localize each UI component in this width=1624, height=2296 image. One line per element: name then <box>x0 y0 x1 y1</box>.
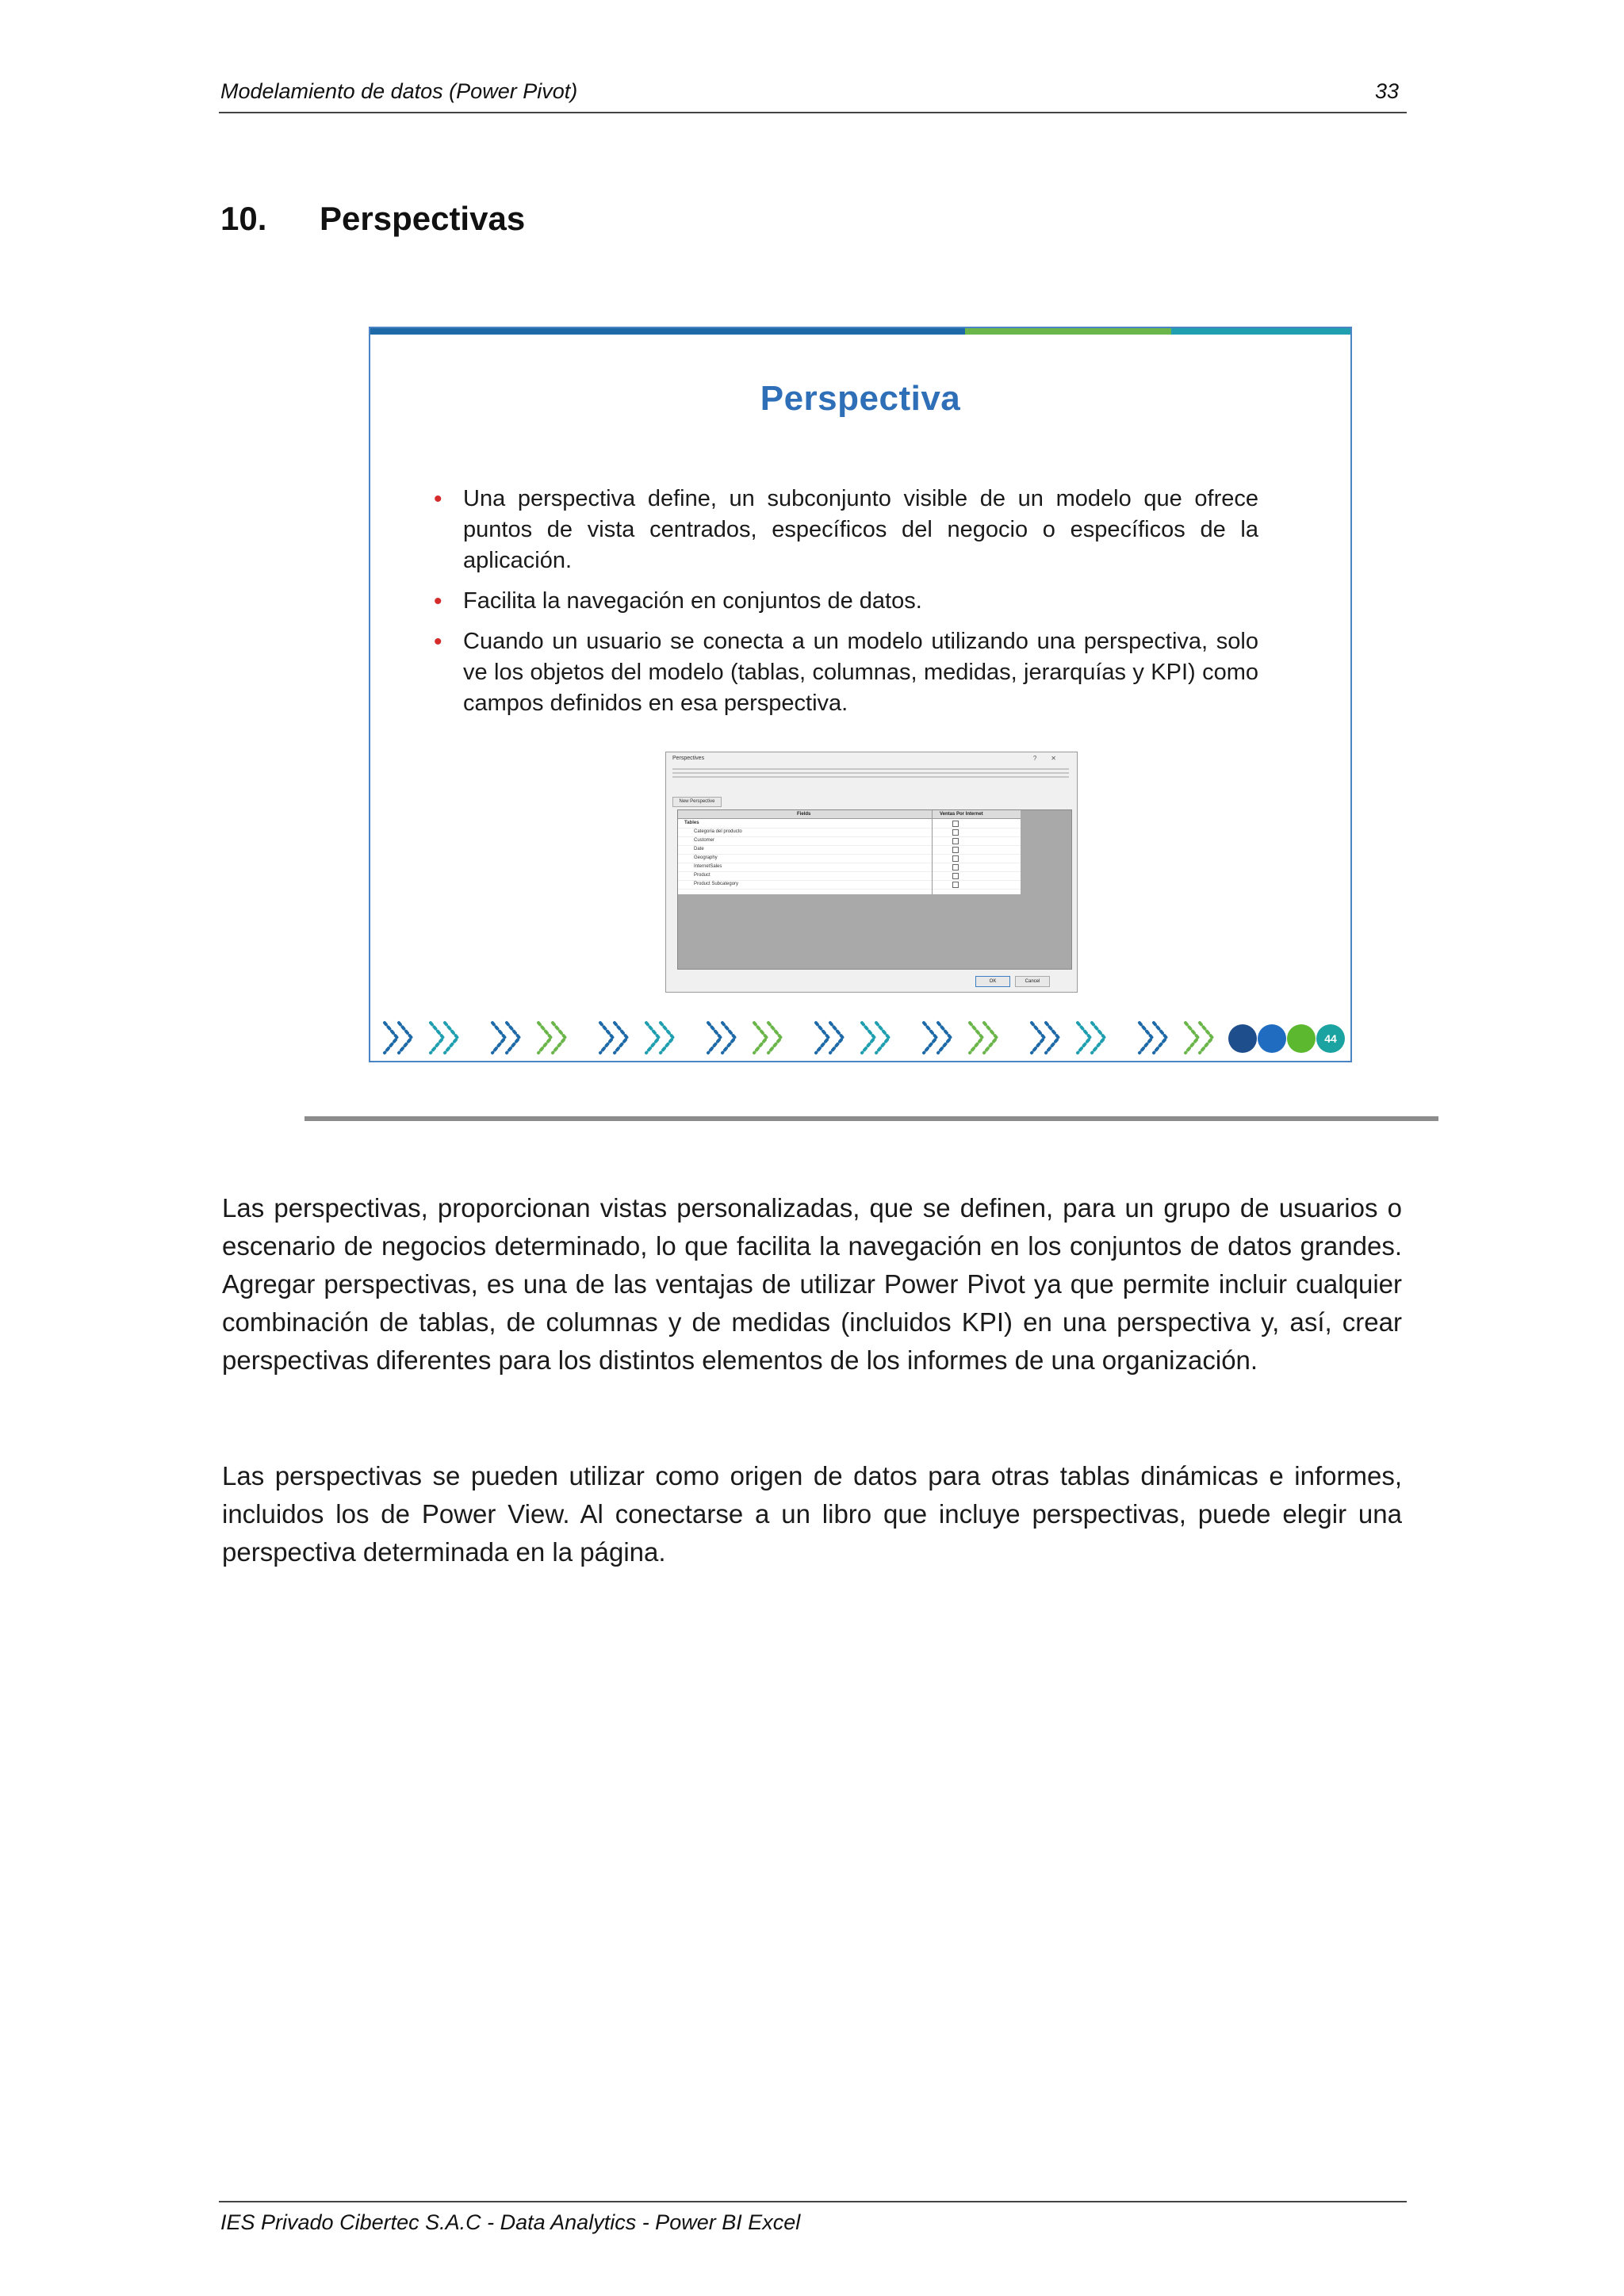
header-rule <box>219 112 1407 113</box>
chevron-arrow-icon <box>385 1023 397 1053</box>
chevron-arrow-icon <box>1139 1023 1152 1053</box>
checkbox-icon <box>952 821 959 827</box>
chevron-arrow-icon <box>1185 1023 1198 1053</box>
chevron-arrow-icon <box>600 1023 613 1053</box>
slide-bullet <box>434 586 1258 617</box>
chevron-arrow-icon <box>984 1023 997 1053</box>
grid-body <box>678 810 1021 894</box>
slide-image <box>369 327 1352 1062</box>
chevron-arrow-icon <box>722 1023 735 1053</box>
dialog-grid <box>677 809 1072 970</box>
chevron-arrow-icon <box>1200 1023 1212 1053</box>
brand-logos <box>1227 1021 1346 1056</box>
chevron-arrow-icon <box>754 1023 767 1053</box>
checkbox-icon <box>952 864 959 871</box>
slide-bullet-text: Una perspectiva define, un subconjunto visible de un modelo que ofrece puntos de vista centrados, específicos del negocio o específicos de la aplicación. <box>463 486 1258 573</box>
chevron-arrow-icon <box>507 1023 519 1053</box>
dialog-ok-button: OK <box>975 976 1010 987</box>
grid-divider <box>932 810 933 894</box>
chevron-arrow-icon <box>1154 1023 1166 1053</box>
grid-row: Product <box>678 871 1021 881</box>
slide-bullet <box>434 484 1258 576</box>
chevron-arrow-icon <box>646 1023 659 1053</box>
dialog-title: Perspectives <box>672 756 705 761</box>
chevron-arrow-icon <box>553 1023 565 1053</box>
grid-header <box>678 810 1021 819</box>
chevron-arrow-icon <box>1046 1023 1059 1053</box>
checkbox-icon <box>952 847 959 853</box>
chevron-arrow-icon <box>708 1023 721 1053</box>
slide-top-bar-blue <box>370 328 965 335</box>
dialog-description <box>672 768 1069 778</box>
slide-top-bar-teal <box>1171 328 1352 335</box>
grid-row: Categoria del producto <box>678 828 1021 837</box>
grid-row: Geography <box>678 854 1021 863</box>
bullet-icon: • <box>434 588 442 614</box>
perspectives-dialog-screenshot <box>665 752 1078 993</box>
grid-row: Tables <box>678 819 1021 828</box>
chevron-arrow-icon <box>816 1023 829 1053</box>
slide-top-bar-green <box>965 328 1171 335</box>
chevron-arrow-icon <box>1078 1023 1090 1053</box>
grid-row: Date <box>678 845 1021 855</box>
checkbox-icon <box>952 838 959 844</box>
separator-rule <box>304 1116 1438 1121</box>
body-paragraph: Las perspectivas, proporcionan vistas personalizadas, que se definen, para un grupo de usuarios o escenario de negocios determinado, lo que facilita la navegación en los conjuntos de datos grandes. Agregar perspectivas, es una de las ventajas de utilizar Power Pivot ya que permite incluir cualquier combinación de tablas, de columnas y de medidas (incluidos KPI) en una perspectiva y, así, crear perspectivas diferentes para los distintos elementos de los informes de una organización. <box>222 1193 1402 1375</box>
grid-col-fields: Fields <box>797 812 811 817</box>
slide-bullet-text: Cuando un usuario se conecta a un modelo utilizando una perspectiva, solo ve los objetos del modelo (tablas, columnas, medidas, jerarquías y KPI) como campos definidos en esa perspectiva. <box>463 629 1258 716</box>
body-paragraph: Las perspectivas se pueden utilizar como origen de datos para otras tablas dinámicas e informes, incluidos los de Power View. Al conectarse a un libro que incluye perspectivas, puede elegir una perspectiva determinada en la página. <box>222 1461 1402 1567</box>
slide-bullet-text: Facilita la navegación en conjuntos de datos. <box>463 588 922 614</box>
chevron-arrow-icon <box>492 1023 505 1053</box>
slide-title: Perspectiva <box>760 379 961 418</box>
grid-col-perspective: Ventas Por Internet <box>940 812 983 817</box>
chevron-arrow-icon <box>661 1023 673 1053</box>
chevron-arrow-icon <box>768 1023 781 1053</box>
slide-bullet-list <box>434 484 1258 729</box>
checkbox-icon <box>952 873 959 879</box>
logo-circle-blue <box>1258 1024 1286 1053</box>
checkbox-icon <box>952 882 959 888</box>
chevron-arrow-icon <box>1092 1023 1105 1053</box>
footer-rule <box>219 2201 1407 2202</box>
section-title: Perspectivas <box>320 200 526 237</box>
decorative-arrow-pattern <box>378 1015 1251 1061</box>
chevron-arrow-icon <box>1032 1023 1044 1053</box>
section-number: 10. <box>220 200 267 237</box>
chevron-arrow-icon <box>615 1023 627 1053</box>
slide-bullet <box>434 626 1258 719</box>
chevron-arrow-icon <box>862 1023 875 1053</box>
grid-row: Customer <box>678 836 1021 846</box>
chevron-arrow-icon <box>445 1023 458 1053</box>
dialog-window-controls: ?✕ <box>1032 755 1071 762</box>
checkbox-icon <box>952 855 959 862</box>
dialog-cancel-button: Cancel <box>1015 976 1050 987</box>
logo-circle-dark <box>1228 1024 1257 1053</box>
chevron-arrow-icon <box>938 1023 951 1053</box>
page-number: 33 <box>1374 79 1399 103</box>
checkbox-icon <box>952 829 959 836</box>
new-perspective-button: New Perspective <box>672 797 722 807</box>
chevron-arrow-icon <box>970 1023 982 1053</box>
header-title: Modelamiento de datos (Power Pivot) <box>220 79 578 103</box>
bullet-icon: • <box>434 629 442 655</box>
chevron-arrow-icon <box>399 1023 412 1053</box>
chevron-arrow-icon <box>538 1023 551 1053</box>
chevron-arrow-icon <box>431 1023 443 1053</box>
grid-row: InternetSales <box>678 863 1021 872</box>
slide-number-badge: 44 <box>1324 1032 1337 1045</box>
bullet-icon: • <box>434 486 442 512</box>
chevron-arrow-icon <box>876 1023 889 1053</box>
chevron-arrow-icon <box>924 1023 936 1053</box>
chevron-arrow-icon <box>830 1023 843 1053</box>
footer-text: IES Privado Cibertec S.A.C - Data Analytics - Power BI Excel <box>220 2210 801 2234</box>
logo-circle-green <box>1287 1024 1316 1053</box>
grid-row: Product Subcategory <box>678 880 1021 890</box>
